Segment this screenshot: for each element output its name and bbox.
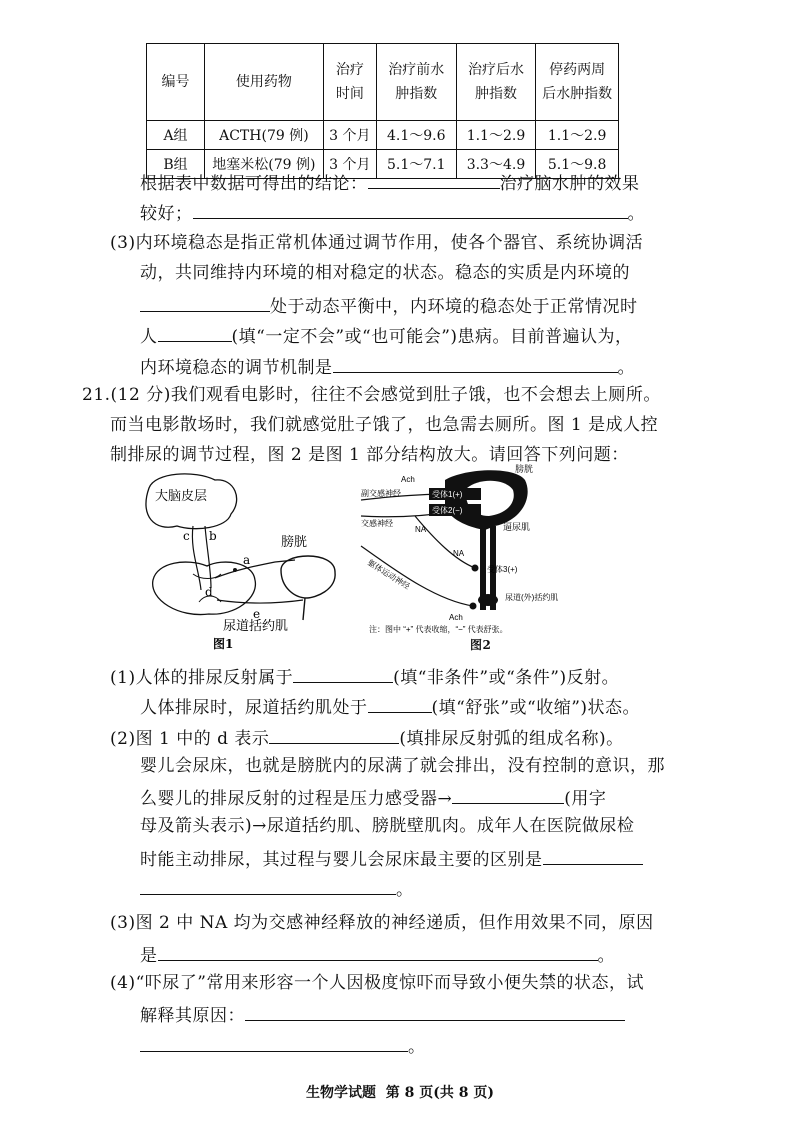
table-cell: 1.1～2.9 — [456, 121, 536, 150]
answer-blank[interactable] — [269, 725, 399, 744]
ach-label: Ach — [449, 613, 463, 622]
header-text: 停药两周 — [549, 62, 606, 78]
q21-stem-line: 制排尿的调节过程，图 2 是图 1 部分结构放大。请回答下列问题： — [110, 445, 629, 465]
answer-blank[interactable] — [368, 694, 432, 713]
header-text: 编号 — [161, 74, 190, 90]
q21-part2-line: 母及箭头表示)→尿道括约肌、膀胱壁肌肉。成年人在医院做尿检 — [140, 816, 635, 836]
table-header — [456, 44, 536, 121]
q20-conclusion-line — [140, 170, 640, 195]
q21-stem-line: 而当电影散场时，我们就感觉肚子饿了，也急需去厕所。图 1 是成人控 — [110, 415, 659, 435]
q21-part2-line — [140, 846, 643, 871]
table-cell: ACTH(79 例) — [205, 121, 324, 150]
receptor-3-label: 受体3(+) — [487, 565, 518, 574]
tract-c — [192, 526, 201, 590]
q20-part3-line — [140, 323, 633, 348]
q21-part2-line: 婴儿会尿床，也就是膀胱内的尿满了就会排出，没有控制的意识，那 — [140, 756, 665, 776]
synapse — [470, 603, 477, 610]
answer-blank[interactable] — [245, 1002, 625, 1021]
answer-blank[interactable] — [543, 846, 643, 865]
text: 么婴儿的排尿反射的过程是压力感受器→ — [140, 789, 453, 809]
text: (用字 — [564, 789, 607, 809]
ganglion — [233, 568, 237, 572]
text: 处于动态平衡中，内环境的稳态处于正常情况时 — [270, 297, 638, 317]
table-row — [147, 121, 619, 150]
text: (填“一定不会”或“也可能会”)患病。目前普遍认为， — [231, 327, 633, 347]
header-text: 治疗 — [335, 62, 364, 78]
table-cell: 5.1～9.8 — [536, 150, 619, 179]
text: 是 — [140, 946, 158, 966]
detrusor-label: 逼尿肌 — [503, 522, 531, 532]
bladder-outline — [281, 556, 335, 598]
table-cell: 地塞米松(79 例) — [205, 150, 324, 179]
header-text: 肿指数 — [395, 86, 438, 102]
answer-blank[interactable] — [140, 293, 270, 312]
text: 人体排尿时，尿道括约肌处于 — [140, 698, 368, 718]
q20-conclusion-line-2 — [140, 200, 645, 225]
bladder-label: 膀胱 — [515, 464, 534, 474]
treatment-data-table — [146, 43, 619, 179]
table-cell: 3.3～4.9 — [456, 150, 536, 179]
nerve-e — [217, 600, 303, 603]
q21-part1-line — [110, 664, 619, 689]
label-a: a — [243, 553, 251, 567]
header-text: 时间 — [335, 86, 364, 102]
parasympathetic-label: 副交感神经 — [361, 489, 401, 498]
synapse — [472, 565, 479, 572]
header-text: 治疗前水 — [388, 62, 445, 78]
text: (填“非条件”或“条件”)反射。 — [393, 668, 620, 688]
header-text: 使用药物 — [235, 74, 292, 90]
table-cell: 1.1～2.9 — [536, 121, 619, 150]
bladder-label: 膀胱 — [281, 534, 308, 549]
table-header — [376, 44, 456, 121]
receptor-1-label: 受体1(+) — [432, 490, 463, 499]
text: 根据表中数据可得出的结论： — [140, 174, 368, 194]
text: 较好； — [140, 204, 193, 224]
q20-part3-line — [140, 293, 638, 318]
na-label: NA — [415, 525, 427, 534]
answer-blank[interactable] — [140, 876, 396, 895]
header-text: 肿指数 — [474, 86, 517, 102]
figure-1-caption: 图1 — [213, 637, 234, 651]
table-cell: 4.1～9.6 — [376, 121, 456, 150]
q21-part4-line: (4)“吓尿了”常用来形容一个人因极度惊吓而导致小便失禁的状态，试 — [110, 973, 644, 993]
external-sphincter — [478, 594, 498, 606]
ach-label: Ach — [401, 475, 415, 484]
answer-blank[interactable] — [452, 785, 564, 804]
label-e: e — [253, 607, 261, 621]
urethra — [303, 598, 305, 620]
footer-subject: 生物学试题 — [306, 1085, 376, 1101]
answer-blank[interactable] — [293, 664, 393, 683]
q21-part2-line — [140, 785, 606, 810]
text: (填“舒张”或“收缩”)状态。 — [431, 698, 641, 718]
figure-2-bladder-innervation — [355, 460, 595, 650]
text: 。 — [396, 880, 414, 900]
somatic-nerve-label: 躯体运动神经 — [365, 558, 412, 592]
table-header — [205, 44, 324, 121]
sympathetic-label: 交感神经 — [361, 519, 393, 528]
answer-blank[interactable] — [333, 354, 618, 373]
q21-part3-line: (3)图 2 中 NA 均为交感神经释放的神经递质，但作用效果不同，原因 — [110, 913, 654, 933]
q21-stem-line: 21.(12 分)我们观看电影时，往往不会感觉到肚子饿，也不会想去上厕所。 — [82, 385, 661, 405]
q21-part2-line — [110, 725, 624, 750]
text: 解释其原因： — [140, 1006, 245, 1026]
sphincter-label: 尿道括约肌 — [223, 618, 289, 633]
table-header — [323, 44, 376, 121]
figure-1-reflex-arc — [135, 470, 345, 655]
figure-2-caption: 图2 — [470, 638, 492, 652]
page-footer — [0, 1082, 800, 1102]
receptor-2-label: 受体2(−) — [432, 506, 463, 515]
table-header-row — [147, 44, 619, 121]
table-cell: 5.1～7.1 — [376, 150, 456, 179]
q20-part3-line: (3)内环境稳态是指正常机体通过调节作用，使各个器官、系统协调活 — [110, 233, 644, 253]
table-header — [147, 44, 205, 121]
footer-page-number: 第 8 页(共 8 页) — [385, 1085, 494, 1101]
text: (填排尿反射弧的组成名称)。 — [399, 729, 624, 749]
na-label: NA — [453, 549, 465, 558]
nerve-a — [215, 560, 295, 578]
label-d: d — [205, 585, 213, 599]
answer-blank[interactable] — [140, 1033, 408, 1052]
table-cell: 3 个月 — [323, 150, 376, 179]
text: 人 — [140, 327, 158, 347]
text: 。 — [617, 358, 635, 378]
text: 时能主动排尿，其过程与婴儿会尿床最主要的区别是 — [140, 850, 543, 870]
text: 。 — [597, 946, 615, 966]
external-sphincter-label: 尿道(外)括约肌 — [505, 593, 559, 602]
label-c: c — [183, 529, 190, 543]
table-header — [536, 44, 619, 121]
text: 。 — [627, 204, 645, 224]
header-text: 治疗后水 — [467, 62, 524, 78]
text: 。 — [408, 1037, 426, 1057]
text: 治疗脑水肿的效果 — [499, 174, 640, 194]
text: (1)人体的排尿反射属于 — [110, 668, 294, 688]
table-cell: A组 — [147, 121, 205, 150]
q21-part3-line — [140, 942, 615, 967]
figure-2-note: 注：图中 “+” 代表收缩，“−” 代表舒张。 — [369, 625, 508, 634]
q21-part4-line — [140, 1033, 426, 1058]
q20-part3-line — [140, 354, 635, 379]
answer-blank[interactable] — [158, 942, 598, 961]
text: 内环境稳态的调节机制是 — [140, 358, 333, 378]
q20-part3-line: 动，共同维持内环境的相对稳定的状态。稳态的实质是内环境的 — [140, 263, 630, 283]
text: (2)图 1 中的 d 表示 — [110, 729, 270, 749]
label-b: b — [209, 529, 217, 543]
answer-blank[interactable] — [158, 323, 232, 342]
table-cell: B组 — [147, 150, 205, 179]
q21-part2-line — [140, 876, 414, 901]
cortex-label: 大脑皮层 — [155, 488, 208, 503]
q21-part1-line — [140, 694, 640, 719]
q21-part4-line — [140, 1002, 625, 1027]
header-text: 后水肿指数 — [542, 86, 613, 102]
answer-blank[interactable] — [368, 170, 500, 189]
answer-blank[interactable] — [193, 200, 628, 219]
table-cell: 3 个月 — [323, 121, 376, 150]
